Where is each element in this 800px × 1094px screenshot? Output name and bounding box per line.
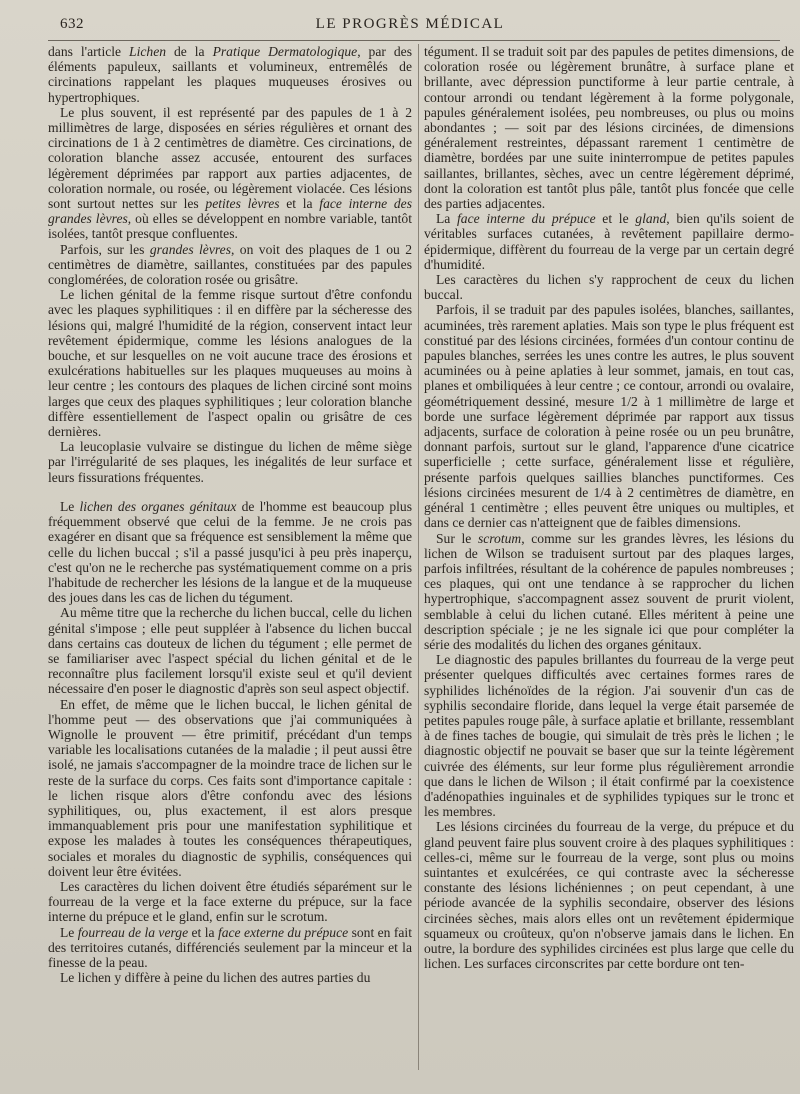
- text-run: La: [436, 211, 458, 227]
- paragraph: [48, 605, 412, 696]
- text-run: En effet, de même que le lichen buccal, le lichen génital de l'homme peut — des observations que j'ai communiquées à Wignolle le prouvent — être primitif, précédant d'un temps variable les localisations cutanées de la maladie ; il peut aussi être isolé, ne jamais s'accompagner de la moindre trace de lichen sur le reste de la surface du corps. Ces faits sont d'importance capitale : le lichen risque alors d'être confondu avec des lésions syphilitiques, ou, plus exactement, il est alors presque immanquablement pris pour une manifestation syphilitique et expose les malades à toutes les conséquences thérapeutiques, sociales et morales du diagnostic de syphilis, conséquences qui doivent leur être évitées.: [48, 696, 412, 879]
- paragraph: [48, 879, 412, 925]
- left-column: [48, 44, 412, 1074]
- text-run: La leucoplasie vulvaire se distingue du lichen de même siège par l'irrégularité de ses plaques, les inégalités de leur surface et leurs fissurations fréquentes.: [48, 439, 412, 485]
- text-run: Le lichen y diffère à peine du lichen des autres parties du: [60, 970, 371, 986]
- paragraph: [424, 531, 794, 653]
- paragraph: [424, 819, 794, 971]
- paragraph: [424, 44, 794, 211]
- italic-run: scrotum: [477, 530, 522, 546]
- text-run: Les caractères du lichen s'y rapprochent de ceux du lichen buccal.: [424, 272, 794, 303]
- paragraph: [48, 499, 412, 605]
- paragraph: [48, 970, 412, 985]
- text-run: Le diagnostic des papules brillantes du fourreau de la verge peut présenter quelques difficultés avec certaines formes rares de syphilides lichénoïdes de la région. J'ai souvenir d'un cas de syphilis secondaire floride, dans lequel la verge était parsemée de petites papules rouge pâle, à surface aplatie et brillante, ressemblant à de fines taches de bougie, qui simulait de très près le lichen ; le diagnostic objectif ne pouvait se baser que sur la teinte légèrement cuivrée des éléments, sur leur forme plus régulièrement arrondie que dans le lichen de Wilson ; il était confirmé par la coexistence d'adénopathies inguinales et de syphilides typiques sur le tronc et les membres.: [424, 652, 794, 820]
- italic-run: gland: [635, 211, 667, 227]
- text-run: , où elles se développent en nombre variable, tantôt isolées, tantôt presque confluentes.: [48, 211, 412, 242]
- text-run: et la: [188, 924, 218, 940]
- paragraph: [48, 287, 412, 439]
- text-run: , par des éléments papuleux, saillants et volumineux, entremêlés de circinations rappelant les plaques muqueuses érosives ou hypertrophiques.: [48, 44, 412, 105]
- text-run: Sur le: [436, 530, 478, 546]
- text-run: Les caractères du lichen doivent être étudiés séparément sur le fourreau de la verge et la face externe du prépuce, sur la face interne du prépuce et le gland, enfin sur le scrotum.: [48, 878, 412, 925]
- page-header: [60, 14, 760, 36]
- italic-run: face interne du prépuce: [457, 211, 596, 227]
- text-run: Parfois, il se traduit par des papules isolées, blanches, saillantes, acuminées, très rarement aplaties. Mais son type le plus fréquent est constitué par des lésions circinées, formées d'un contour continu de papules blanches, serrées les unes contre les autres, le plus souvent acuminées ou à peine aplaties à leur sommet, jamais, en tout cas, planes et ombiliquées à leur centre ; ce contour, arrondi ou ovalaire, géométriquement dessiné, mesure 1/2 à 1 millimètre de large et borde une surface légèrement déprimée par rapport aux tissus adjacents, surface de coloration à peine rosée ou un peu brunâtre, donnant parfois, surtout sur le gland, l'apparence d'une cicatrice superficielle ; cette surface, généralement lisse et régulière, présente parfois quelques saillies blanches punctiformes. Ces lésions circinées mesurent de 1/4 à 2 centimètres de diamètre, en général 1 centimètre ; elles peuvent être uniques ou multiples, et dans ce dernier cas n'atteignent que de faibles dimensions.: [424, 302, 794, 531]
- italic-run: grandes lèvres: [149, 241, 231, 257]
- paragraph: [424, 272, 794, 302]
- paragraph: [424, 652, 794, 819]
- text-run: Le plus souvent, il est représenté par des papules de 1 à 2 millimètres de large, disposées en séries régulières et ornant des circinations de 1 à 2 centimètres de diamètre. Ces circinations, de coloration blanche assez accusée, entourent des surfaces légèrement déprimées par rapport aux parties adjacentes, de coloration normale, ou rosée, ou légèrement violacée. Ces lésions sont surtout nettes sur les: [48, 104, 412, 212]
- text-run: , bien qu'ils soient de véritables surfaces cutanées, à revêtement papillaire dermo-épidermique, diffèrent du fourreau de la verge par un certain degré d'humidité.: [424, 211, 794, 272]
- paragraph: [48, 925, 412, 971]
- text-run: et le: [595, 211, 636, 227]
- paragraph: [48, 439, 412, 485]
- text-run: , on voit des plaques de 1 ou 2 centimètres de diamètre, saillantes, constituées par des papules conglomérées, de coloration rosée ou grisâtre.: [48, 241, 412, 288]
- text-run: , comme sur les grandes lèvres, les lésions du lichen de Wilson se traduisent surtout par des plaques larges, parfois infiltrées, résultant de la cohérence de papules nombreuses ; ces plaques, qui ont une tendance à se rapprocher du lichen hypertrophique, s'accompagnent assez souvent de prurit violent, semblable à celui du lichen cutané. Elles méritent à peine une description spéciale ; je ne les signale ici que pour compléter la série des modalités du lichen des organes génitaux.: [424, 530, 794, 652]
- section-gap: [48, 485, 412, 499]
- text-run: Le lichen génital de la femme risque surtout d'être confondu avec les plaques syphilitiques : il en diffère par la sécheresse des lésions qui, malgré l'humidité de la région, conservent intact leur revêtement épidermique, comme les lésions analogues de la bouche, et sur lesquelles on ne voit aucune trace des érosions et exulcérations habituelles sur les plaques muqueuses au moins à leur centre ; les contours des plaques de lichen circiné sont moins larges que ceux des plaques syphilitiques ; leur coloration blanche diffère essentiellement de l'aspect opalin ou grisâtre de ces dernières.: [48, 287, 412, 440]
- page-number: 632: [60, 16, 84, 32]
- header-rule: [48, 40, 780, 41]
- italic-run: petites lèvres: [205, 196, 280, 212]
- italic-run: Pratique Dermatologique: [212, 44, 358, 59]
- paragraph: [48, 697, 412, 879]
- italic-run: face externe du prépuce: [217, 924, 349, 940]
- text-run: Parfois, sur les: [60, 241, 150, 257]
- paragraph: [424, 211, 794, 272]
- text-run: et la: [279, 196, 320, 212]
- italic-run: Lichen: [129, 44, 167, 59]
- text-run: Les lésions circinées du fourreau de la verge, du prépuce et du gland peuvent faire plus souvent croire à des plaques syphilitiques : celles-ci, même sur le fourreau de la verge, sont plus ou moins suintantes et exulcérées, ce qui contraste avec la sécheresse constante des lésions lichéniennes ; on peut cependant, à une période avancée de la syphilis secondaire, observer des lésions circinées sèches, mais alors elles ont un revêtement épidermique squameux ou croûteux, qu'on n'observe jamais dans le lichen. En outre, la bordure des syphilides circinées est plus large que celle du lichen. Les surfaces circonscrites par cette bordure ont ten-: [424, 819, 794, 972]
- column-divider: [418, 44, 419, 1070]
- paragraph: [424, 302, 794, 530]
- text-run: de la: [166, 44, 213, 59]
- text-run: dans l'article: [48, 44, 130, 59]
- text-run: sont en fait des territoires cutanés, différenciés seulement par la minceur et la finesse de la peau.: [48, 924, 412, 970]
- text-run: Le: [60, 498, 80, 514]
- italic-run: lichen des organes génitaux: [79, 498, 237, 514]
- text-run: Au même titre que la recherche du lichen buccal, celle du lichen génital s'impose ; elle peut suppléer à l'absence du lichen buccal dans certains cas douteux de lichen du tégument ; elle permet de se familiariser avec l'aspect spécial du lichen génital et de le reconnaître plus facilement lorsqu'il existe seul et qu'il devient nécessaire d'en poser le diagnostic d'après son seul aspect objectif.: [48, 605, 412, 697]
- paragraph: [48, 105, 412, 242]
- paragraph: [48, 44, 412, 105]
- paragraph: [48, 242, 412, 288]
- italic-run: face interne des grandes lèvres: [48, 196, 412, 227]
- text-run: tégument. Il se traduit soit par des papules de petites dimensions, de coloration rosée ou légèrement brunâtre, à surface plane et brillante, avec dépression punctiforme à leur partie centrale, à contour arrondi ou tendant légèrement à la forme polygonale, papules généralement isolées, peu nombreuses, ou plus ou moins abondantes ; — soit par des lésions circinées, de dimensions généralement restreintes, dépassant rarement 1 centimètre de diamètre, bordées par une suite ininterrompue de petites papules saillantes, brillantes, sèches, avec un centre légèrement déprimé, dont la coloration est tantôt plus pâle, tantôt plus foncée que celle des parties adjacentes.: [424, 44, 794, 212]
- running-title: LE PROGRÈS MÉDICAL: [315, 16, 505, 32]
- text-run: de l'homme est beaucoup plus fréquemment observé que celui de la femme. Je ne crois pas exagérer en disant que sa fréquence est sensiblement la même que celle du lichen buccal ; s'il a passé jusqu'ici à peu près inaperçu, c'est qu'on ne le recherche pas systématiquement comme on a pris l'habitude de rechercher les lésions de la langue et de la muqueuse des joues dans les cas de lichen du tégument.: [48, 498, 412, 606]
- italic-run: fourreau de la verge: [77, 924, 189, 940]
- text-run: Le: [60, 924, 78, 940]
- right-column: [424, 44, 794, 1074]
